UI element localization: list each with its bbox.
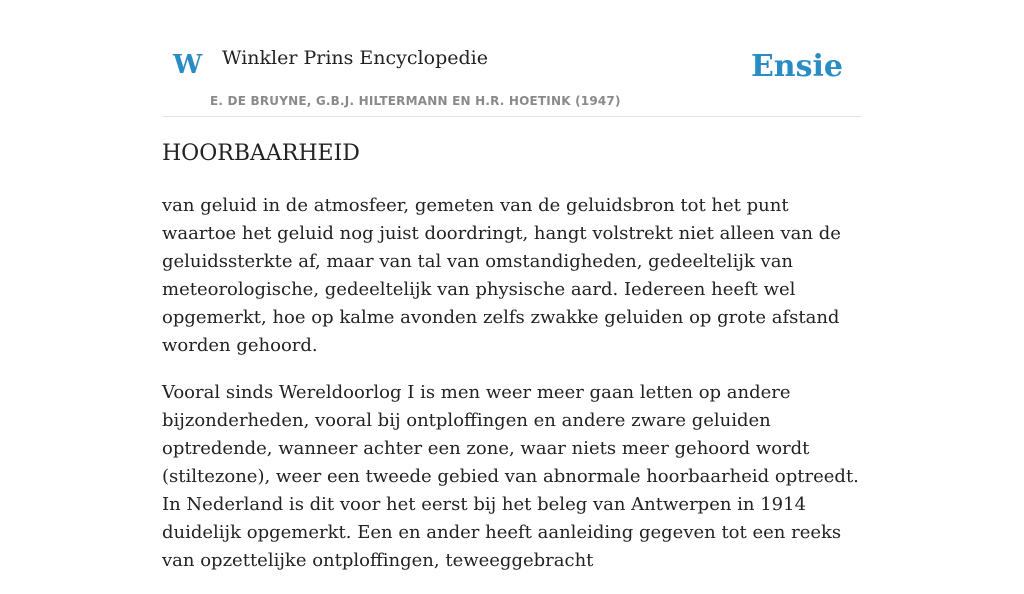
authors-line: E. DE BRUYNE, G.B.J. HILTERMANN EN H.R. HOETINK (1947) xyxy=(210,94,621,108)
winkler-prins-logo[interactable]: W xyxy=(173,50,203,80)
publication-title[interactable]: Winkler Prins Encyclopedie xyxy=(222,47,488,69)
article-title: HOORBAARHEID xyxy=(162,141,360,166)
article-body xyxy=(162,192,862,594)
ensie-logo[interactable]: Ensie xyxy=(750,49,843,84)
site-header xyxy=(162,0,862,117)
paragraph-2: Vooral sinds Wereldoorlog I is men weer meer gaan letten op andere bijzonderheden, vooral bij ontploffingen en andere zware geluiden optredende, wanneer achter een zone, waar niets meer gehoord wordt (stiltezone), weer een tweede gebied van abnormale hoorbaarheid optreedt. In Nederland is dit voor het eerst bij het beleg van Antwerpen in 1914 duidelijk opgemerkt. Een en ander heeft aanleiding gegeven tot een reeks van opzettelijke ontploffingen, teweeggebracht xyxy=(162,382,859,571)
paragraph-1: van geluid in de atmosfeer, gemeten van de geluidsbron tot het punt waartoe het geluid nog juist doordringt, hangt volstrekt niet alleen van de geluidssterkte af, maar van tal van omstandigheden, gedeeltelijk van meteorologische, gedeeltelijk van physische aard. Iedereen heeft wel opgemerkt, hoe op kalme avonden zelfs zwakke geluiden op grote afstand worden gehoord. xyxy=(162,195,841,356)
